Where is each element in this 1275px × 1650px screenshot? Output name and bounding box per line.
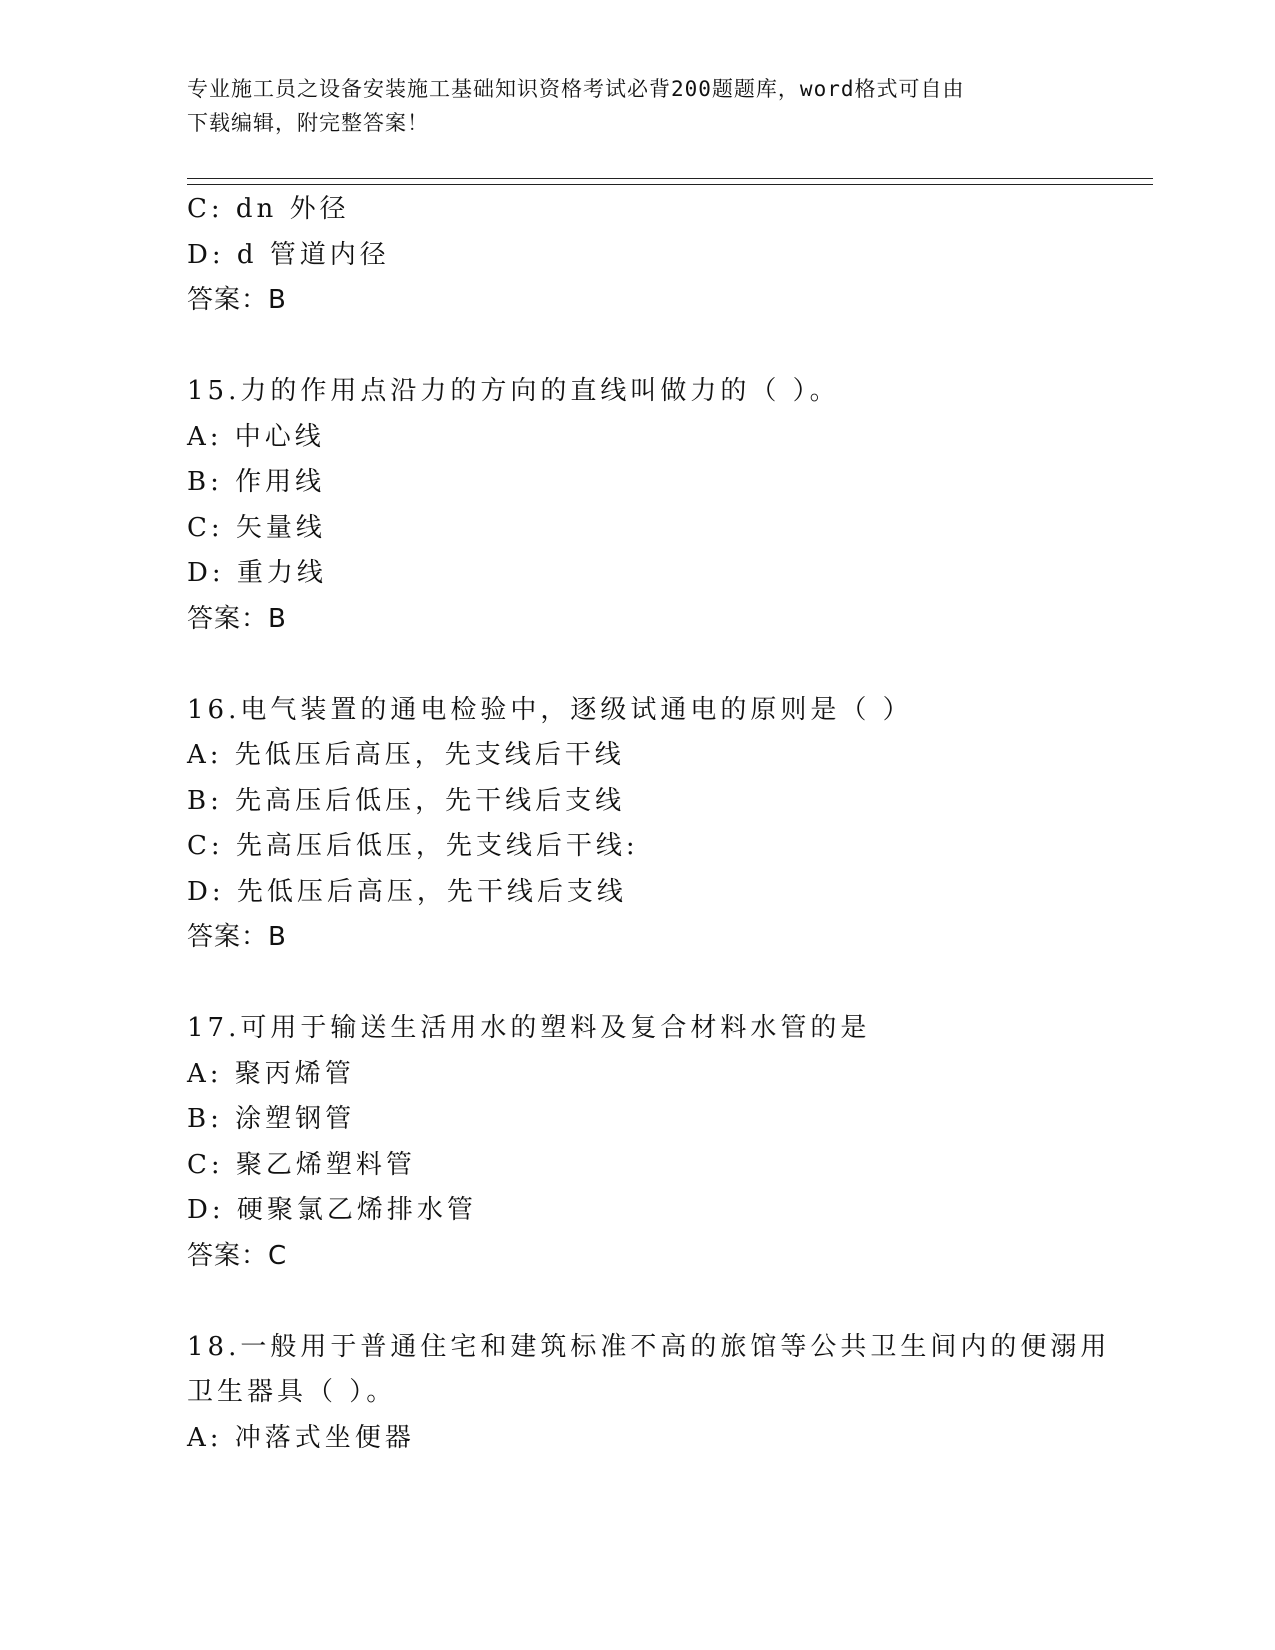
answer-line: 答案：B <box>187 603 287 634</box>
option-d: D: 重力线 <box>187 558 327 588</box>
option-a: A: 聚丙烯管 <box>187 1058 355 1089</box>
spacer <box>187 642 1147 688</box>
question-16 <box>187 688 1147 961</box>
question-15 <box>187 369 1147 642</box>
spacer <box>187 961 1147 1007</box>
option-a: A: 先低压后高压，先支线后干线 <box>187 740 625 770</box>
question-17 <box>187 1006 1147 1279</box>
option-c: C: dn 外径 <box>187 194 350 224</box>
option-a: A: 中心线 <box>187 421 325 452</box>
spacer <box>187 324 1147 370</box>
document-body <box>187 187 1147 1461</box>
question-stem: 17.可用于输送生活用水的塑料及复合材料水管的是 <box>187 1013 871 1043</box>
document-header <box>187 72 1087 140</box>
option-d: D: 硬聚氯乙烯排水管 <box>187 1195 477 1225</box>
header-line-1: 专业施工员之设备安装施工基础知识资格考试必背200题题库，word格式可自由 <box>187 77 965 101</box>
question-14-continued <box>187 187 1147 324</box>
header-divider <box>187 178 1153 185</box>
option-d: D: d 管道内径 <box>187 239 390 270</box>
question-stem-line-1: 18.一般用于普通住宅和建筑标准不高的旅馆等公共卫生间内的便溺用 <box>187 1331 1111 1362</box>
header-line-2: 下载编辑，附完整答案！ <box>187 111 429 135</box>
spacer <box>187 1279 1147 1325</box>
option-b: B: 涂塑钢管 <box>187 1104 356 1134</box>
option-b: B: 作用线 <box>187 467 326 497</box>
option-a: A: 冲落式坐便器 <box>187 1422 415 1453</box>
option-b: B: 先高压后低压，先干线后支线 <box>187 785 626 816</box>
option-c: C: 先高压后低压，先支线后干线: <box>187 831 639 861</box>
question-18 <box>187 1325 1147 1462</box>
option-c: C: 矢量线 <box>187 512 326 543</box>
question-stem-line-2: 卫生器具（ ）。 <box>187 1377 397 1407</box>
option-d: D: 先低压后高压，先干线后支线 <box>187 876 627 907</box>
answer-line: 答案：C <box>187 1240 288 1271</box>
answer-line: 答案：B <box>187 922 287 952</box>
question-stem: 16.电气装置的通电检验中，逐级试通电的原则是（ ） <box>187 694 913 725</box>
question-stem: 15.力的作用点沿力的方向的直线叫做力的（ ）。 <box>187 376 840 406</box>
option-c: C: 聚乙烯塑料管 <box>187 1149 416 1180</box>
answer-line: 答案：B <box>187 285 287 315</box>
